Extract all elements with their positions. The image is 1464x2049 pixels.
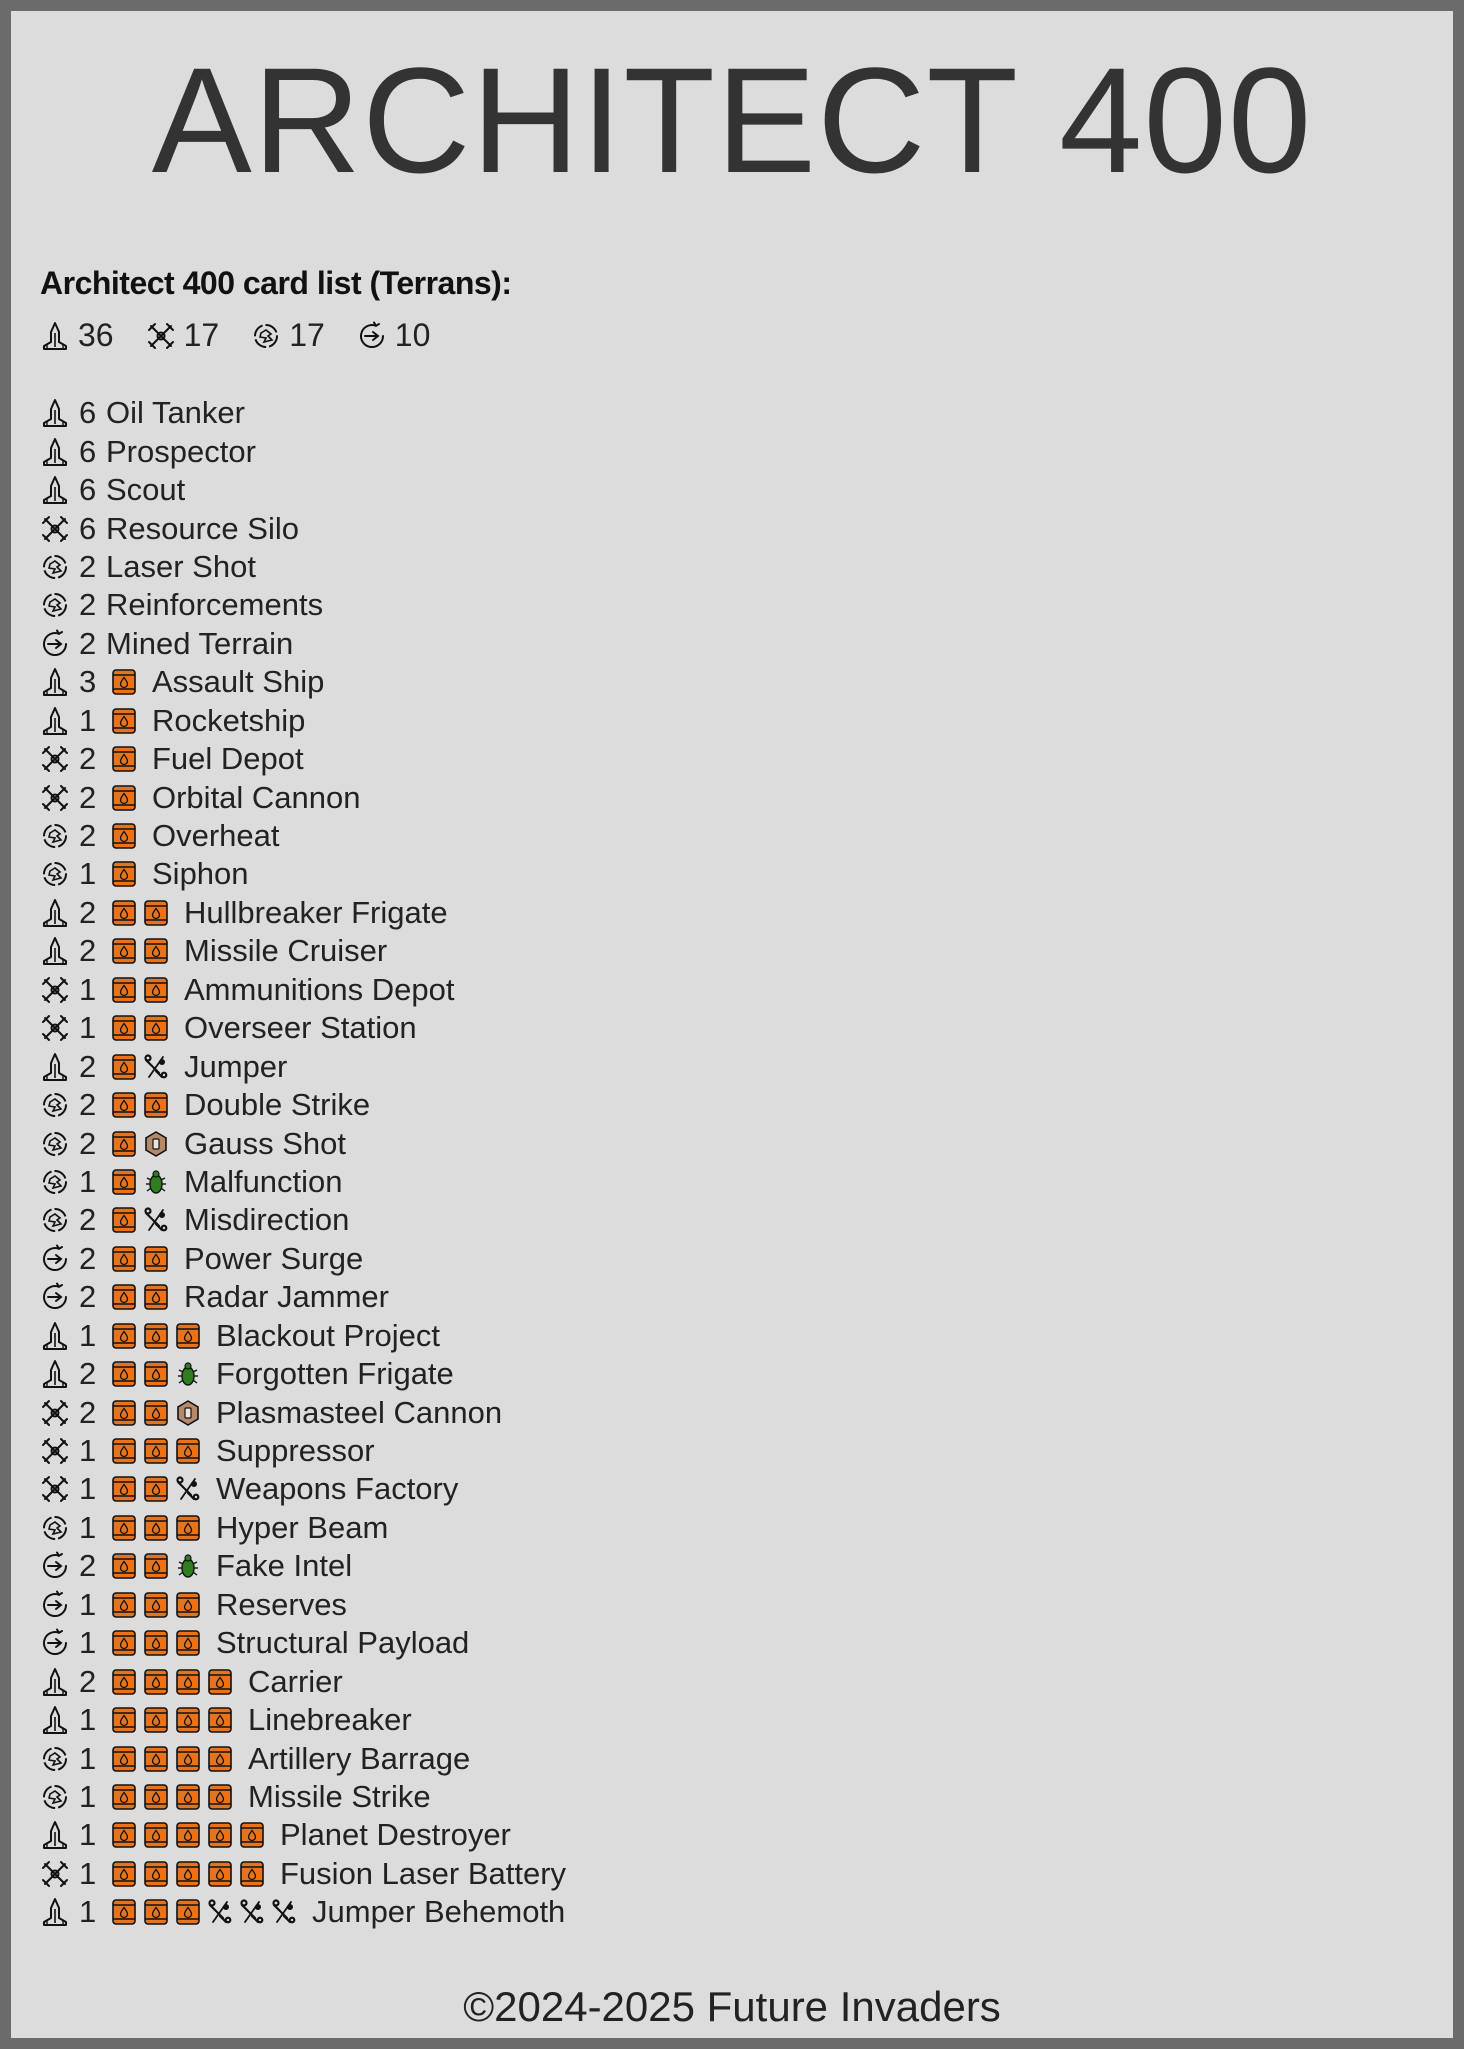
card-count: 1 (79, 1702, 97, 1738)
card-name: Linebreaker (248, 1702, 412, 1738)
card-name: Weapons Factory (216, 1471, 459, 1507)
action-icon (40, 1205, 70, 1235)
card-count: 1 (79, 1163, 97, 1199)
card-row (40, 1739, 940, 1777)
card-count: 6 (79, 510, 97, 546)
card-row (40, 1624, 940, 1662)
card-cost (111, 1399, 207, 1427)
card-list (40, 394, 940, 1932)
fuel-icon (239, 1860, 265, 1888)
action-icon (40, 1782, 70, 1812)
card-name: Fusion Laser Battery (280, 1855, 567, 1891)
card-row (40, 1778, 940, 1816)
card-count: 1 (79, 1778, 97, 1814)
card-row (40, 1470, 940, 1508)
card-row (40, 586, 940, 624)
fuel-icon (111, 784, 137, 812)
card-row (40, 1201, 940, 1239)
card-count: 6 (79, 433, 97, 469)
card-name: Artillery Barrage (248, 1740, 471, 1776)
action-icon (40, 552, 70, 582)
fuel-icon (111, 1591, 137, 1619)
structure-icon (40, 1474, 70, 1504)
fuel-icon (111, 1552, 137, 1580)
summary-count: 10 (394, 317, 431, 353)
card-row (40, 1355, 940, 1393)
summary-count: 36 (78, 317, 114, 353)
card-name: Plasmasteel Cannon (216, 1394, 503, 1430)
fuel-icon (143, 976, 169, 1004)
action-icon (251, 321, 281, 351)
card-count: 1 (79, 1471, 97, 1507)
structure-icon (146, 321, 176, 351)
ship-icon (40, 398, 70, 428)
card-row (40, 702, 940, 740)
card-row (40, 663, 940, 701)
card-cost (111, 899, 175, 927)
ore-icon (175, 1399, 201, 1427)
card-cost (111, 1091, 175, 1119)
fuel-icon (111, 1860, 137, 1888)
card-row (40, 1586, 940, 1624)
ship-icon (40, 475, 70, 505)
fuel-icon (239, 1821, 265, 1849)
fuel-icon (143, 1783, 169, 1811)
fuel-icon (175, 1706, 201, 1734)
ship-icon (40, 321, 70, 351)
card-name: Power Surge (184, 1240, 364, 1276)
tactic-icon (40, 1282, 70, 1312)
card-count: 1 (79, 1586, 97, 1622)
card-name: Laser Shot (106, 548, 256, 584)
fuel-icon (143, 1322, 169, 1350)
card-name: Malfunction (184, 1163, 343, 1199)
summary-item (146, 317, 220, 354)
parts-icon (239, 1898, 265, 1926)
structure-icon (40, 1859, 70, 1889)
card-cost (111, 937, 175, 965)
parts-icon (143, 1053, 169, 1081)
summary-count: 17 (183, 317, 220, 353)
parts-icon (175, 1475, 201, 1503)
fuel-icon (143, 1745, 169, 1773)
card-row (40, 1432, 940, 1470)
card-name: Jumper (184, 1048, 288, 1084)
card-name: Mined Terrain (106, 625, 294, 661)
fuel-icon (175, 1783, 201, 1811)
card-cost (111, 1168, 175, 1196)
bug-icon (175, 1552, 201, 1580)
card-count: 2 (79, 587, 97, 623)
card-cost (111, 1668, 239, 1696)
card-row (40, 625, 940, 663)
card-cost (111, 976, 175, 1004)
ship-icon (40, 1897, 70, 1927)
fuel-icon (111, 1322, 137, 1350)
structure-icon (40, 783, 70, 813)
card-count: 2 (79, 1279, 97, 1315)
card-name: Forgotten Frigate (216, 1356, 454, 1392)
fuel-icon (111, 1206, 137, 1234)
fuel-icon (111, 1168, 137, 1196)
tactic-icon (40, 629, 70, 659)
card-count: 2 (79, 1048, 97, 1084)
ship-icon (40, 1667, 70, 1697)
card-count: 3 (79, 664, 97, 700)
fuel-icon (143, 1360, 169, 1388)
card-name: Misdirection (184, 1202, 350, 1238)
card-count: 1 (79, 1855, 97, 1891)
card-count: 1 (79, 1894, 97, 1930)
fuel-icon (111, 1475, 137, 1503)
card-cost (111, 1053, 175, 1081)
fuel-icon (111, 899, 137, 927)
fuel-icon (175, 1898, 201, 1926)
card-cost (111, 1821, 271, 1849)
card-row (40, 1855, 940, 1893)
fuel-icon (143, 1668, 169, 1696)
fuel-icon (175, 1437, 201, 1465)
card-count: 2 (79, 1087, 97, 1123)
card-row (40, 778, 940, 816)
card-row (40, 1163, 940, 1201)
fuel-icon (111, 1014, 137, 1042)
card-name: Overseer Station (184, 1010, 417, 1046)
fuel-icon (143, 1245, 169, 1273)
fuel-icon (111, 745, 137, 773)
structure-icon (40, 975, 70, 1005)
card-row (40, 894, 940, 932)
summary-item (251, 317, 325, 354)
action-icon (40, 821, 70, 851)
structure-icon (40, 744, 70, 774)
card-row (40, 1701, 940, 1739)
card-count: 2 (79, 741, 97, 777)
card-cost (111, 1360, 207, 1388)
action-icon (40, 1513, 70, 1543)
card-count: 2 (79, 1356, 97, 1392)
fuel-icon (111, 668, 137, 696)
fuel-icon (111, 1130, 137, 1158)
card-cost (111, 707, 143, 735)
fuel-icon (175, 1745, 201, 1773)
bug-icon (175, 1360, 201, 1388)
action-icon (40, 1744, 70, 1774)
copyright-footer: ©2024-2025 Future Invaders (463, 1983, 1001, 2030)
ship-icon (40, 936, 70, 966)
card-row (40, 1086, 940, 1124)
card-count: 1 (79, 702, 97, 738)
fuel-icon (143, 1629, 169, 1657)
fuel-icon (175, 1591, 201, 1619)
tactic-icon (40, 1590, 70, 1620)
card-cost (111, 822, 143, 850)
fuel-icon (207, 1668, 233, 1696)
card-count: 1 (79, 1509, 97, 1545)
card-count: 2 (79, 1548, 97, 1584)
card-count: 2 (79, 894, 97, 930)
fuel-icon (111, 1783, 137, 1811)
card-count: 6 (79, 472, 97, 508)
card-cost (111, 860, 143, 888)
card-cost (111, 1629, 207, 1657)
tactic-icon (357, 321, 387, 351)
fuel-icon (175, 1821, 201, 1849)
card-name: Missile Cruiser (184, 933, 388, 969)
fuel-icon (143, 1437, 169, 1465)
bug-icon (143, 1168, 169, 1196)
card-name: Orbital Cannon (152, 779, 361, 815)
card-row (40, 1393, 940, 1431)
card-count: 2 (79, 779, 97, 815)
fuel-icon (111, 822, 137, 850)
fuel-icon (143, 1821, 169, 1849)
ship-icon (40, 1321, 70, 1351)
card-name: Assault Ship (152, 664, 325, 700)
card-cost (111, 1475, 207, 1503)
card-name: Suppressor (216, 1433, 375, 1469)
card-count: 1 (79, 856, 97, 892)
fuel-icon (143, 1091, 169, 1119)
card-name: Hyper Beam (216, 1509, 389, 1545)
fuel-icon (143, 1706, 169, 1734)
card-row (40, 1509, 940, 1547)
card-count: 1 (79, 1317, 97, 1353)
card-name: Missile Strike (248, 1778, 431, 1814)
fuel-icon (143, 1552, 169, 1580)
parts-icon (207, 1898, 233, 1926)
card-row (40, 932, 940, 970)
card-row (40, 855, 940, 893)
card-name: Double Strike (184, 1087, 371, 1123)
fuel-icon (111, 707, 137, 735)
fuel-icon (143, 1898, 169, 1926)
fuel-icon (111, 1745, 137, 1773)
card-cost (111, 1860, 271, 1888)
card-name: Oil Tanker (106, 395, 245, 431)
fuel-icon (111, 937, 137, 965)
card-row (40, 817, 940, 855)
card-name: Carrier (248, 1663, 343, 1699)
fuel-icon (111, 1283, 137, 1311)
card-count: 2 (79, 1125, 97, 1161)
fuel-icon (175, 1629, 201, 1657)
card-name: Hullbreaker Frigate (184, 894, 448, 930)
parts-icon (271, 1898, 297, 1926)
card-row (40, 471, 940, 509)
card-name: Resource Silo (106, 510, 299, 546)
card-row (40, 740, 940, 778)
card-count: 2 (79, 548, 97, 584)
card-cost (111, 1245, 175, 1273)
card-count: 1 (79, 1740, 97, 1776)
card-row (40, 394, 940, 432)
card-list-heading: Architect 400 card list (Terrans): (40, 265, 512, 301)
card-cost (111, 1514, 207, 1542)
card-cost (111, 1898, 303, 1926)
card-name: Blackout Project (216, 1317, 440, 1353)
fuel-icon (111, 1360, 137, 1388)
card-row (40, 1240, 940, 1278)
fuel-icon (207, 1745, 233, 1773)
card-cost (111, 1014, 175, 1042)
ship-icon (40, 706, 70, 736)
card-cost (111, 1591, 207, 1619)
card-count: 1 (79, 1010, 97, 1046)
card-row (40, 971, 940, 1009)
summary-item (357, 317, 431, 354)
card-name: Ammunitions Depot (184, 971, 455, 1007)
card-count: 2 (79, 818, 97, 854)
fuel-icon (111, 1514, 137, 1542)
card-count: 1 (79, 1625, 97, 1661)
card-row (40, 1278, 940, 1316)
fuel-icon (111, 1245, 137, 1273)
fuel-icon (111, 1821, 137, 1849)
card-list-page (11, 11, 1453, 2038)
fuel-icon (175, 1322, 201, 1350)
card-cost (111, 1322, 207, 1350)
card-name: Prospector (106, 433, 256, 469)
fuel-icon (111, 1668, 137, 1696)
action-icon (40, 1129, 70, 1159)
fuel-icon (175, 1514, 201, 1542)
tactic-icon (40, 1551, 70, 1581)
card-row (40, 1317, 940, 1355)
fuel-icon (207, 1860, 233, 1888)
ship-icon (40, 437, 70, 467)
card-name: Gauss Shot (184, 1125, 346, 1161)
card-name: Jumper Behemoth (312, 1894, 566, 1930)
action-icon (40, 590, 70, 620)
card-name: Overheat (152, 818, 280, 854)
card-row (40, 1662, 940, 1700)
card-name: Siphon (152, 856, 249, 892)
fuel-icon (175, 1668, 201, 1696)
card-name: Planet Destroyer (280, 1817, 511, 1853)
card-count: 6 (79, 395, 97, 431)
card-row (40, 1893, 940, 1931)
card-cost (111, 1283, 175, 1311)
fuel-icon (143, 1591, 169, 1619)
card-cost (111, 668, 143, 696)
fuel-icon (111, 1053, 137, 1081)
card-cost (111, 1552, 207, 1580)
ship-icon (40, 898, 70, 928)
card-cost (111, 1206, 175, 1234)
fuel-icon (143, 899, 169, 927)
tactic-icon (40, 1244, 70, 1274)
action-icon (40, 1090, 70, 1120)
fuel-icon (111, 976, 137, 1004)
fuel-icon (175, 1860, 201, 1888)
card-count: 1 (79, 971, 97, 1007)
fuel-icon (111, 1399, 137, 1427)
card-row (40, 548, 940, 586)
fuel-icon (143, 1475, 169, 1503)
type-summary (40, 317, 462, 354)
fuel-icon (111, 1898, 137, 1926)
ship-icon (40, 1359, 70, 1389)
card-cost (111, 745, 143, 773)
fuel-icon (111, 1091, 137, 1119)
card-count: 2 (79, 625, 97, 661)
card-count: 2 (79, 933, 97, 969)
card-row (40, 1009, 940, 1047)
fuel-icon (111, 1629, 137, 1657)
card-count: 1 (79, 1817, 97, 1853)
card-name: Reserves (216, 1586, 347, 1622)
ship-icon (40, 1820, 70, 1850)
summary-count: 17 (289, 317, 325, 353)
structure-icon (40, 1398, 70, 1428)
fuel-icon (143, 937, 169, 965)
card-name: Rocketship (152, 702, 306, 738)
card-count: 1 (79, 1433, 97, 1469)
tactic-icon (40, 1628, 70, 1658)
card-cost (111, 1706, 239, 1734)
card-row (40, 432, 940, 470)
card-name: Radar Jammer (184, 1279, 389, 1315)
fuel-icon (111, 860, 137, 888)
ship-icon (40, 1705, 70, 1735)
action-icon (40, 1167, 70, 1197)
card-row (40, 1816, 940, 1854)
card-row (40, 1124, 940, 1162)
fuel-icon (207, 1821, 233, 1849)
card-cost (111, 784, 143, 812)
card-name: Reinforcements (106, 587, 324, 623)
ship-icon (40, 667, 70, 697)
structure-icon (40, 1013, 70, 1043)
fuel-icon (111, 1706, 137, 1734)
page-title: ARCHITECT 400 (151, 36, 1313, 204)
card-name: Structural Payload (216, 1625, 470, 1661)
card-count: 2 (79, 1394, 97, 1430)
fuel-icon (207, 1783, 233, 1811)
card-cost (111, 1437, 207, 1465)
card-count: 2 (79, 1240, 97, 1276)
card-row (40, 509, 940, 547)
fuel-icon (207, 1706, 233, 1734)
structure-icon (40, 514, 70, 544)
fuel-icon (111, 1437, 137, 1465)
structure-icon (40, 1436, 70, 1466)
fuel-icon (143, 1283, 169, 1311)
action-icon (40, 859, 70, 889)
summary-item (40, 317, 114, 354)
card-count: 2 (79, 1202, 97, 1238)
card-row (40, 1047, 940, 1085)
card-cost (111, 1130, 175, 1158)
card-name: Fuel Depot (152, 741, 304, 777)
card-name: Scout (106, 472, 186, 508)
card-row (40, 1547, 940, 1585)
fuel-icon (143, 1860, 169, 1888)
card-count: 2 (79, 1663, 97, 1699)
ship-icon (40, 1052, 70, 1082)
fuel-icon (143, 1014, 169, 1042)
card-cost (111, 1783, 239, 1811)
card-name: Fake Intel (216, 1548, 353, 1584)
card-cost (111, 1745, 239, 1773)
parts-icon (143, 1206, 169, 1234)
fuel-icon (143, 1399, 169, 1427)
ore-icon (143, 1130, 169, 1158)
fuel-icon (143, 1514, 169, 1542)
